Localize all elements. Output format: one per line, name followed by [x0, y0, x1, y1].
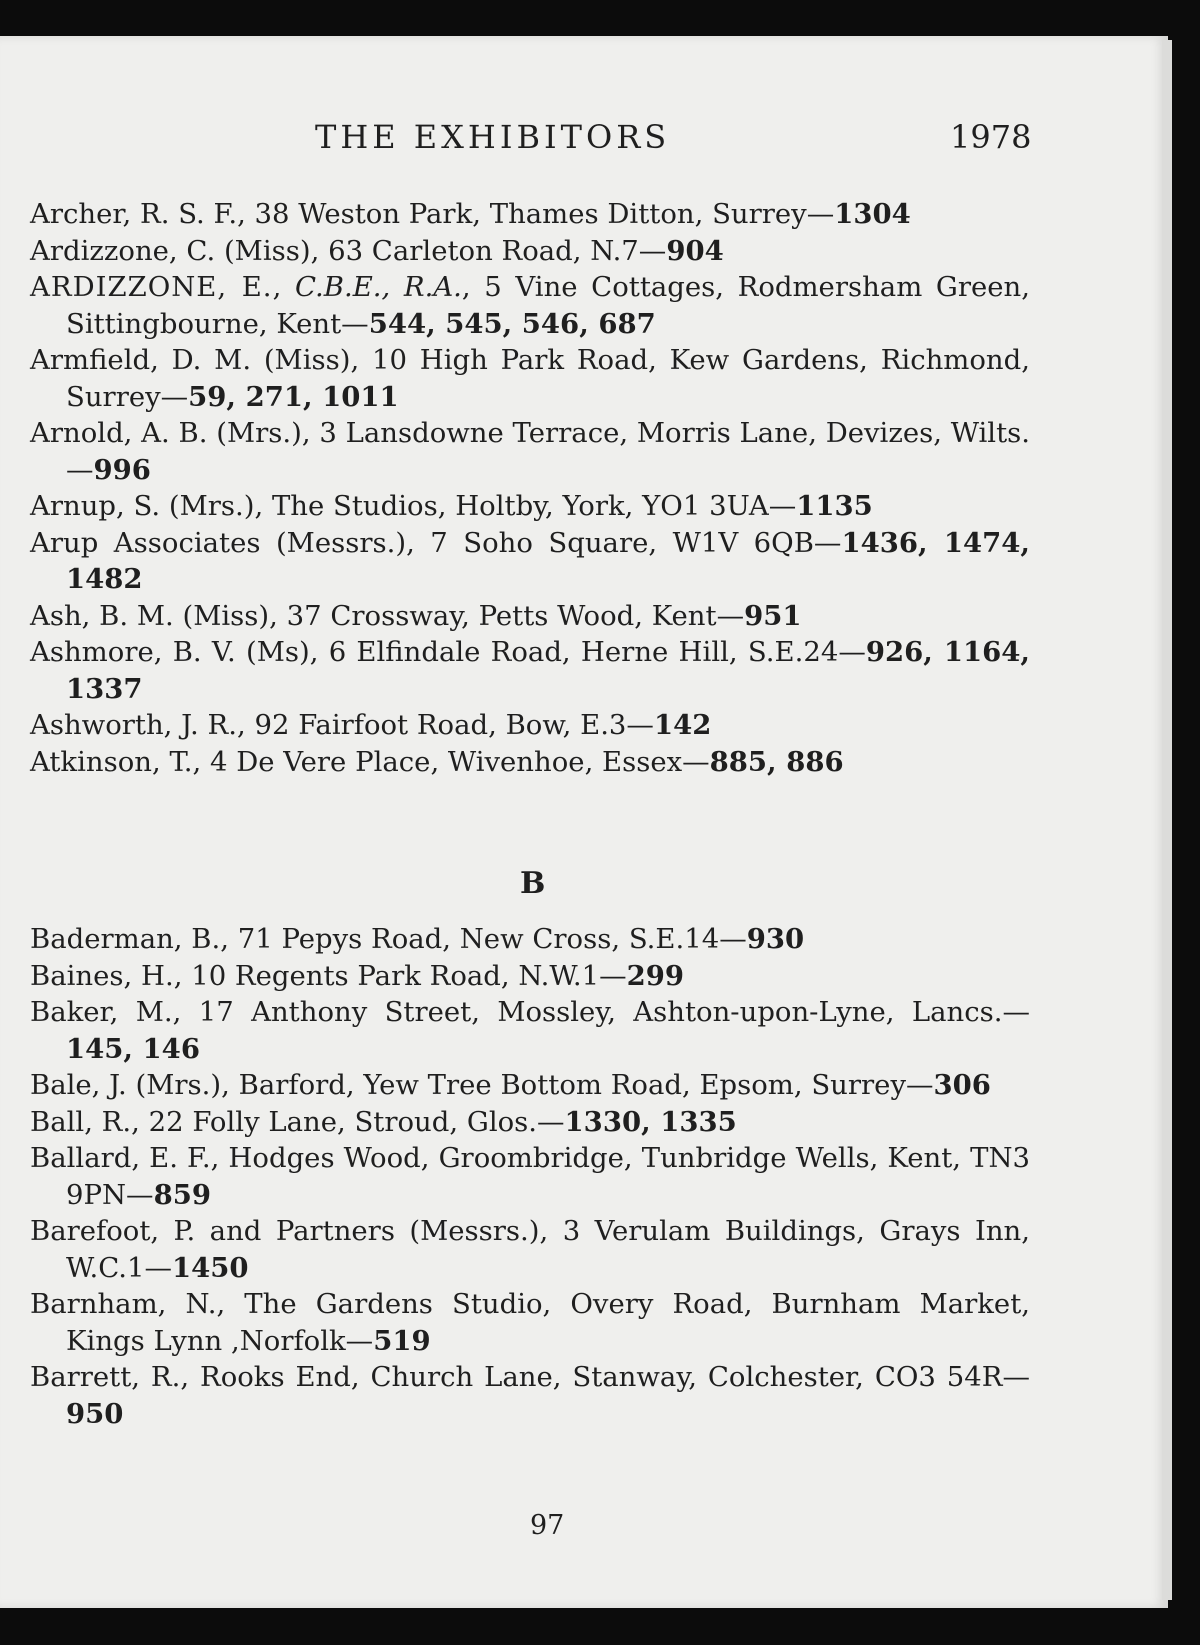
exhibitor-name: Ash, B. M. (Miss): [30, 599, 270, 632]
exhibitor-entry: [30, 1213, 1030, 1286]
catalogue-numbers: 1436, 1474, 1482: [66, 526, 1030, 595]
exhibitor-name: Archer, R. S. F.: [30, 198, 238, 230]
exhibitor-address: , 71 Pepys Road, New Cross, S.E.14—: [220, 923, 747, 955]
catalogue-numbers: 885, 886: [709, 745, 844, 778]
exhibitor-entry: [30, 744, 1030, 781]
exhibitor-name: Ashmore, B. V. (Ms): [30, 636, 310, 668]
catalogue-numbers: 1304: [834, 198, 911, 230]
catalogue-numbers: 996: [93, 453, 151, 486]
section-letter-heading: B: [520, 866, 546, 901]
exhibitor-entry: [30, 196, 1030, 233]
exhibitor-address: , The Studios, Holtby, York, YO1 3UA—: [254, 490, 797, 522]
exhibitor-entry: [30, 707, 1030, 744]
exhibitor-name: Baker, M.: [30, 996, 173, 1028]
exhibitor-address: , 10 Regents Park Road, N.W.1—: [173, 959, 627, 992]
exhibitor-address: , 6 Elfindale Road, Herne Hill, S.E.24—: [309, 636, 866, 668]
catalogue-numbers: 299: [626, 959, 685, 992]
running-head-year: 1978: [950, 118, 1032, 156]
exhibitor-entry: [30, 1286, 1030, 1359]
exhibitor-entry: ARDIZZONE, E., C.B.E., R.A., 5 Vine Cottages, Rodmersham Green, Sittingbourne, Kent—544, 545, 546, 687: [30, 271, 1031, 340]
exhibitor-address: , 63 Carleton Road, N.7—: [310, 234, 667, 267]
catalogue-numbers: 859: [153, 1178, 211, 1211]
exhibitor-entry: [30, 994, 1030, 1067]
exhibitor-name: Atkinson, T.: [30, 745, 193, 778]
exhibitor-address: , 4 De Vere Place, Wivenhoe, Essex—: [192, 745, 710, 778]
exhibitor-address: , Rooks End, Church Lane, Stanway, Colchester, CO3 54R—: [180, 1361, 1030, 1393]
exhibitor-name: Barrett, R.: [30, 1361, 181, 1393]
exhibitor-name: Barefoot, P. and Partners (Messrs.): [30, 1215, 540, 1247]
page-number: 97: [530, 1510, 565, 1541]
exhibitor-name: ARDIZZONE, E.: [30, 271, 273, 303]
exhibitor-name: Baines, H.: [30, 959, 174, 992]
exhibitor-entry: [30, 1104, 1030, 1141]
catalogue-numbers: 1330, 1335: [564, 1105, 737, 1138]
catalogue-numbers: 145, 146: [66, 1032, 200, 1065]
page-edge: [1162, 40, 1172, 1600]
catalogue-numbers: 59, 271, 1011: [188, 380, 399, 413]
catalogue-numbers: 951: [744, 599, 802, 632]
exhibitor-honours: C.B.E., R.A.: [294, 271, 462, 303]
exhibitor-address: , 22 Folly Lane, Stroud, Glos.—: [131, 1105, 565, 1138]
exhibitor-name: Ashworth, J. R.: [30, 709, 237, 741]
exhibitor-address: , 3 Verulam Buildings, Grays Inn, W.C.1—: [66, 1215, 1030, 1284]
exhibitor-entry: [30, 1140, 1030, 1213]
catalogue-numbers: 142: [653, 709, 712, 741]
catalogue-numbers: 930: [746, 923, 805, 955]
exhibitor-entry: [30, 488, 1030, 525]
running-head-title: THE EXHIBITORS: [315, 118, 671, 156]
exhibitor-name: Ballard, E. F.: [30, 1142, 211, 1174]
exhibitor-address: , 5 Vine Cottages, Rodmersham Green, Sittingbourne, Kent—: [66, 271, 1031, 340]
exhibitor-entry: [30, 958, 1030, 995]
exhibitor-address: , The Gardens Studio, Overy Road, Burnham Market, Kings Lynn ,Norfolk—: [66, 1288, 1030, 1357]
exhibitor-entry: [30, 342, 1030, 415]
exhibitor-address: , 92 Fairfoot Road, Bow, E.3—: [237, 709, 654, 741]
exhibitor-address: , Barford, Yew Tree Bottom Road, Epsom, Surrey—: [221, 1069, 934, 1101]
exhibitor-address: , 7 Soho Square, W1V 6QB—: [406, 526, 842, 559]
catalogue-numbers: 926, 1164, 1337: [66, 636, 1030, 705]
exhibitor-entry: [30, 1067, 1030, 1104]
exhibitor-address: , 17 Anthony Street, Mossley, Ashton-upon-Lyne, Lancs.—: [172, 996, 1030, 1028]
exhibitor-address: , Hodges Wood, Groombridge, Tunbridge Wells, Kent, TN3 9PN—: [66, 1142, 1031, 1211]
exhibitor-name: Baderman, B.: [30, 923, 221, 955]
exhibitor-name: Arnup, S. (Mrs.): [30, 490, 255, 522]
exhibitor-entry: [30, 1359, 1030, 1432]
exhibitor-name: Armfield, D. M. (Miss): [30, 344, 351, 376]
catalogue-numbers: 306: [933, 1069, 991, 1101]
exhibitor-address: , 38 Weston Park, Thames Ditton, Surrey—: [237, 198, 835, 230]
catalogue-numbers: 1135: [796, 490, 873, 522]
exhibitor-entry: [30, 921, 1030, 958]
exhibitor-name: Barnham, N.: [30, 1288, 217, 1320]
exhibitor-address: , 37 Crossway, Petts Wood, Kent—: [269, 599, 745, 632]
exhibitor-entry: [30, 415, 1030, 488]
exhibitor-entry: [30, 598, 1030, 635]
book-page: [0, 36, 1168, 1608]
exhibitor-name: Ball, R.: [30, 1105, 132, 1138]
exhibitor-address: , 3 Lansdowne Terrace, Morris Lane, Devizes, Wilts.—: [66, 417, 1030, 486]
exhibitor-name: Arup Associates (Messrs.): [30, 526, 407, 559]
exhibitor-entry: [30, 233, 1030, 270]
exhibitor-name: Arnold, A. B. (Mrs.): [30, 417, 302, 449]
catalogue-numbers: 519: [373, 1324, 431, 1357]
catalogue-numbers: 904: [666, 234, 724, 267]
catalogue-numbers: 1450: [172, 1251, 249, 1284]
exhibitor-list-a: [30, 196, 1030, 780]
exhibitor-list-b: [30, 921, 1030, 1432]
catalogue-numbers: 544, 545, 546, 687: [368, 307, 656, 340]
exhibitor-entry: [30, 525, 1030, 598]
exhibitor-address: , 10 High Park Road, Kew Gardens, Richmond, Surrey—: [66, 344, 1030, 413]
exhibitor-entry: [30, 634, 1030, 707]
exhibitor-name: Ardizzone, C. (Miss): [30, 234, 311, 267]
catalogue-numbers: 950: [66, 1397, 124, 1430]
exhibitor-name: Bale, J. (Mrs.): [30, 1069, 222, 1101]
